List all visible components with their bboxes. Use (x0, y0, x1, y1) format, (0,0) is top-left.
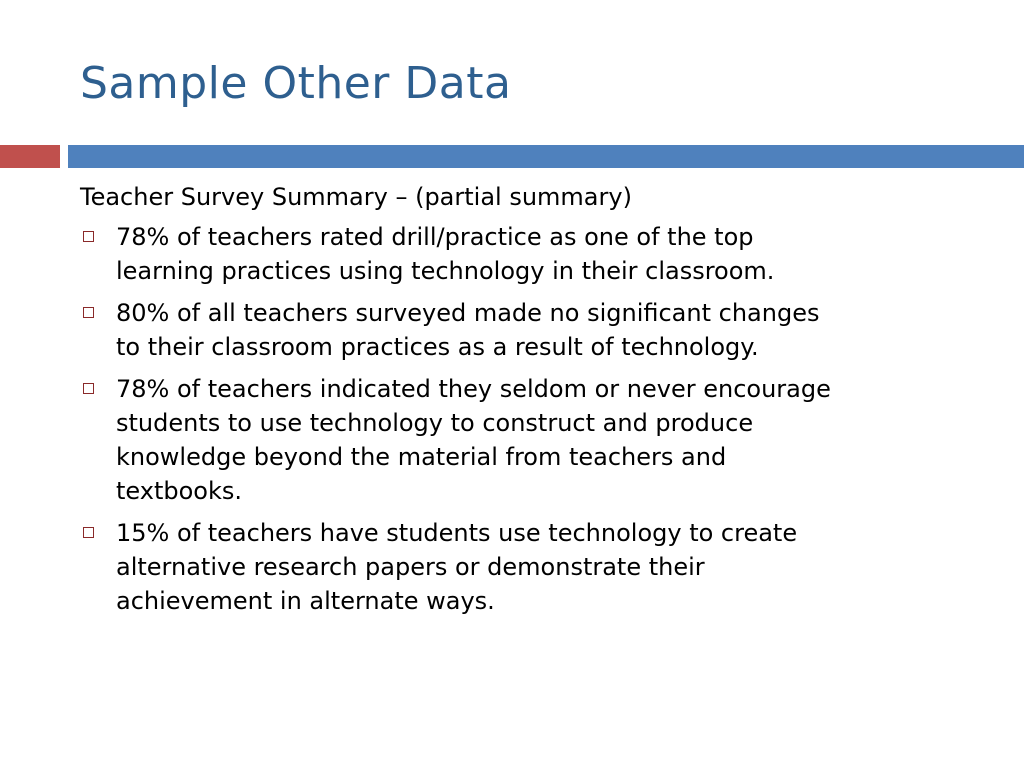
bullet-item (80, 220, 980, 288)
bullet-line: to their classroom practices as a result of technology. (116, 333, 759, 361)
bullet-item (80, 516, 980, 618)
bullet-list (80, 220, 980, 618)
bullet-line: achievement in alternate ways. (116, 587, 495, 615)
bullet-line: textbooks. (116, 477, 242, 505)
bullet-line: learning practices using technology in their classroom. (116, 257, 775, 285)
square-bullet-icon (83, 383, 94, 394)
accent-bar-blue (68, 145, 1024, 168)
bullet-line: alternative research papers or demonstrate their (116, 553, 705, 581)
bullet-line: 78% of teachers rated drill/practice as one of the top (116, 223, 754, 251)
square-bullet-icon (83, 307, 94, 318)
bullet-line: students to use technology to construct and produce (116, 409, 754, 437)
survey-intro: Teacher Survey Summary – (partial summary) (80, 183, 632, 211)
slide-title: Sample Other Data (80, 58, 512, 109)
bullet-line: 15% of teachers have students use technology to create (116, 519, 798, 547)
bullet-line: 78% of teachers indicated they seldom or never encourage (116, 375, 831, 403)
square-bullet-icon (83, 527, 94, 538)
accent-bar-red (0, 145, 60, 168)
bullet-line: knowledge beyond the material from teachers and (116, 443, 727, 471)
square-bullet-icon (83, 231, 94, 242)
slide-body (80, 180, 980, 626)
bullet-item (80, 296, 980, 364)
bullet-line: 80% of all teachers surveyed made no significant changes (116, 299, 820, 327)
bullet-item (80, 372, 980, 508)
